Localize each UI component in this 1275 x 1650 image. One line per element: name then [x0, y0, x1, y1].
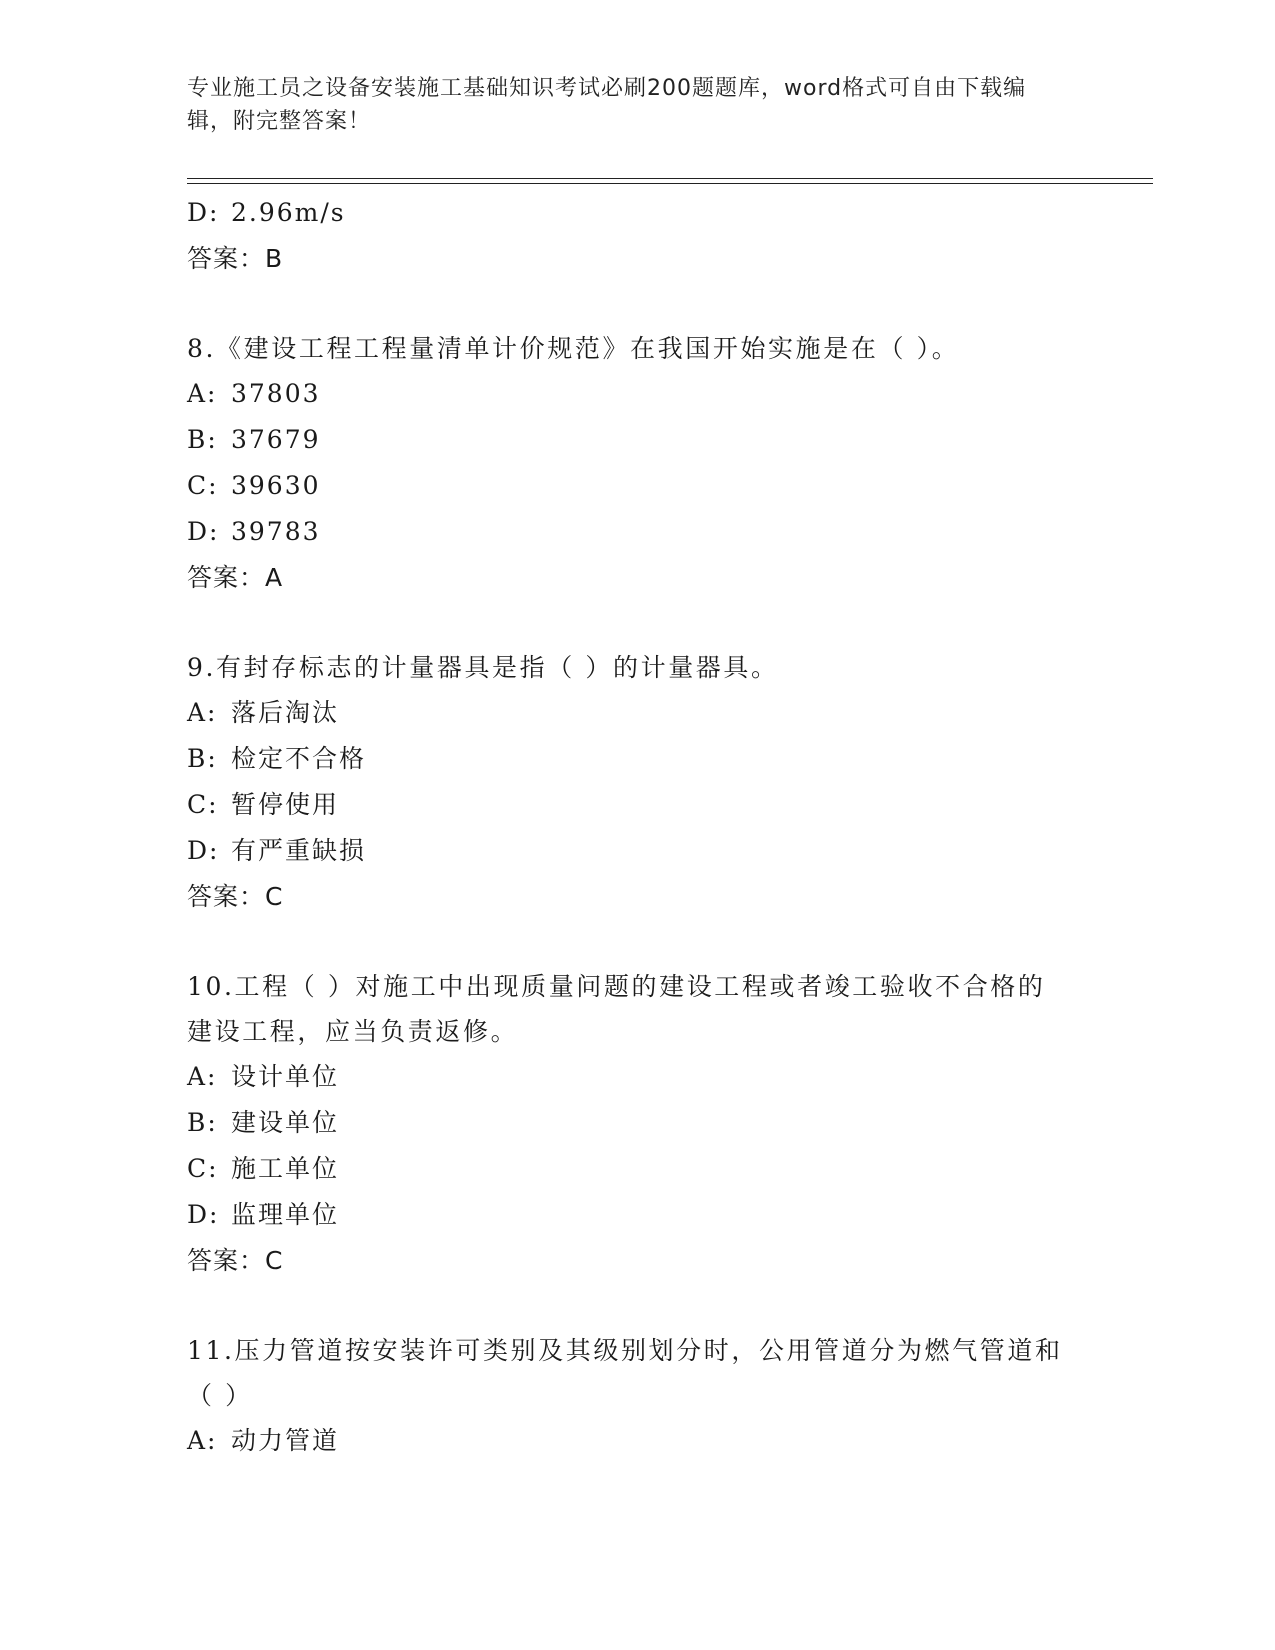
option-text: 动力管道	[231, 1426, 340, 1455]
answer-line: 答案：A	[187, 563, 284, 592]
option-d	[187, 828, 1087, 874]
option-b	[187, 736, 1087, 782]
option-letter: C:	[187, 790, 219, 819]
question-stem: 11.压力管道按安装许可类别及其级别划分时，公用管道分为燃气管道和（ ）	[187, 1336, 1063, 1410]
option-c	[187, 782, 1087, 828]
option-letter: A:	[187, 698, 218, 727]
option-letter: D:	[187, 1200, 220, 1229]
option-c	[187, 463, 1087, 509]
question-11	[187, 1328, 1087, 1464]
option-b	[187, 1100, 1087, 1146]
option-letter: A:	[187, 379, 218, 408]
option-letter: A:	[187, 1426, 218, 1455]
option-letter: B:	[187, 1108, 218, 1137]
answer-line: 答案：C	[187, 882, 284, 911]
option-text: 检定不合格	[231, 744, 367, 773]
option-text: 暂停使用	[231, 790, 340, 819]
option-text: 有严重缺损	[231, 836, 367, 865]
option-letter: D:	[187, 517, 220, 546]
option-letter: B:	[187, 744, 218, 773]
option-a	[187, 690, 1087, 736]
option-a	[187, 1418, 1087, 1464]
answer-line: 答案：C	[187, 1246, 284, 1275]
option-text: 施工单位	[231, 1154, 340, 1183]
option-d	[187, 509, 1087, 555]
option-letter: D:	[187, 198, 220, 227]
question-stem: 9.有封存标志的计量器具是指（ ）的计量器具。	[187, 653, 779, 682]
option-a	[187, 1054, 1087, 1100]
option-b	[187, 417, 1087, 463]
option-text: 设计单位	[231, 1062, 340, 1091]
header-divider-top	[187, 178, 1153, 179]
option-text: 2.96m/s	[231, 198, 346, 227]
question-content	[187, 190, 1087, 1464]
option-letter: C:	[187, 471, 219, 500]
option-text: 39630	[231, 471, 321, 500]
answer-line: 答案：B	[187, 244, 284, 273]
option-letter: D:	[187, 836, 220, 865]
option-c	[187, 1146, 1087, 1192]
option-text: 37803	[231, 379, 321, 408]
option-d	[187, 1192, 1087, 1238]
header-divider-bottom	[187, 183, 1153, 184]
option-a	[187, 371, 1087, 417]
question-8	[187, 326, 1087, 601]
question-stem: 10.工程（ ）对施工中出现质量问题的建设工程或者竣工验收不合格的建设工程，应当负责返修。	[187, 972, 1046, 1046]
option-letter: A:	[187, 1062, 218, 1091]
option-text: 37679	[231, 425, 321, 454]
question-9	[187, 645, 1087, 920]
option-d	[187, 190, 1087, 236]
option-text: 落后淘汰	[231, 698, 340, 727]
option-letter: B:	[187, 425, 218, 454]
option-text: 监理单位	[231, 1200, 340, 1229]
document-header-title: 专业施工员之设备安装施工基础知识考试必刷200题题库，word格式可自由下载编辑，附完整答案！	[187, 76, 1027, 134]
option-text: 建设单位	[231, 1108, 340, 1137]
option-letter: C:	[187, 1154, 219, 1183]
option-text: 39783	[231, 517, 321, 546]
question-stem: 8.《建设工程工程量清单计价规范》在我国开始实施是在（ ）。	[187, 334, 960, 363]
question-10	[187, 964, 1087, 1284]
